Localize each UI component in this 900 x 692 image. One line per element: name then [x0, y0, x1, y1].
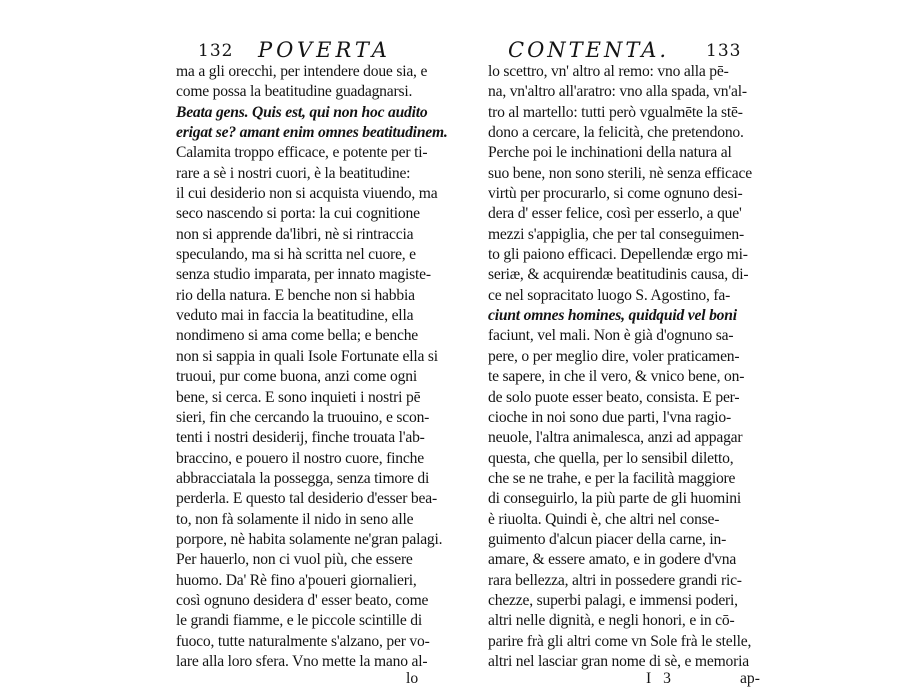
- text-line: ciunt omnes homines, quidquid vel boni: [488, 307, 737, 325]
- text-line: lare alla loro sfera. Vno mette la mano al-: [176, 652, 428, 670]
- text-line: nondimeno si ama come bella; e benche: [176, 327, 419, 345]
- left-page-number: 132: [198, 41, 234, 61]
- text-line: fuoco, tutte naturalmente s'alzano, per vo-: [176, 632, 430, 650]
- text-line: de solo puote esser beato, consista. E per-: [488, 388, 740, 406]
- text-line: sieri, fin che cercando la truouino, e scon-: [176, 408, 430, 426]
- text-line: rara bellezza, altri in possedere grandi ric-: [488, 571, 742, 589]
- text-line: perderla. E questo tal desiderio d'esser bea-: [176, 490, 437, 508]
- text-line: il cui desiderio non si acquista viuendo, ma: [176, 185, 438, 203]
- text-line: faciunt, vel mali. Non è già d'ognuno sa-: [488, 327, 734, 345]
- text-line: Per hauerlo, non ci vuol più, che essere: [176, 551, 413, 569]
- text-line: ma a gli orecchi, per intendere doue sia, e: [176, 63, 428, 80]
- left-catchword: lo: [406, 670, 419, 688]
- text-line: altri nel lasciar gran nome di sè, e memoria: [488, 652, 749, 670]
- text-line: na, vn'altro all'aratro: vno alla spada, vn'al-: [488, 83, 747, 101]
- right-catchword: ap-: [740, 670, 760, 688]
- right-page: [478, 38, 778, 688]
- text-line: altri nelle dignità, e negli honori, e in cō-: [488, 612, 735, 630]
- text-line: Calamita troppo efficace, e potente per ti-: [176, 144, 428, 162]
- text-line: braccino, e pouero il nostro cuore, finche: [176, 449, 424, 467]
- text-line: tenti i nostri desiderij, finche trouata l'ab-: [176, 429, 425, 447]
- text-line: tro al martello: tutti però vgualmēte la stē-: [488, 103, 743, 121]
- text-line: te sapere, in che il vero, & vnico bene, on-: [488, 368, 745, 386]
- text-line: chezze, superbi palagi, e immensi poderi,: [488, 591, 738, 609]
- text-line: seco nascendo si porta: la cui cognitione: [176, 205, 420, 223]
- text-line: così ognuno desidera d' esser beato, come: [176, 591, 429, 609]
- left-running-head: [170, 38, 460, 62]
- text-line: senza studio imparata, per innato magiste-: [176, 266, 431, 284]
- text-line: dono a cercare, la felicità, che pretendono.: [488, 124, 744, 142]
- text-line: le grandi fiamme, e le piccole scintille di: [176, 612, 423, 630]
- text-line: parire frà gli altri come vn Sole frà le stelle,: [488, 632, 752, 650]
- text-line: suo bene, non sono sterili, nè senza efficace: [488, 164, 752, 182]
- text-line: dera d' esser felice, così per esserlo, a que': [488, 205, 742, 223]
- right-running-head: [478, 38, 778, 62]
- left-footer: [170, 672, 460, 692]
- text-line: lo scettro, vn' altro al remo: vno alla pē-: [488, 63, 729, 80]
- text-line: porpore, nè habita solamente ne'gran palagi.: [176, 530, 443, 548]
- text-line: guimento d'alcun piacer della carne, in-: [488, 530, 727, 548]
- text-line: amare, & essere amato, e in godere d'vna: [488, 551, 737, 569]
- right-signature-mark: I 3: [646, 670, 675, 688]
- text-line: veduto mai in faccia la beatitudine, ella: [176, 307, 414, 325]
- text-line: erigat se? amant enim omnes beatitudinem.: [176, 124, 448, 142]
- text-line: rio della natura. E benche non si habbia: [176, 286, 415, 304]
- text-line: ce nel sopracitato luogo S. Agostino, fa-: [488, 286, 731, 304]
- right-footer: [478, 672, 778, 692]
- right-page-number: 133: [706, 41, 742, 61]
- text-line: speculando, ma si hà scritta nel cuore, e: [176, 246, 416, 264]
- text-line: non si sappia in quali Isole Fortunate ella si: [176, 347, 438, 365]
- text-line: to gli paiono efficaci. Depellendæ ergo mi-: [488, 246, 748, 264]
- text-line: truoui, pur come buona, anzi come ogni: [176, 368, 417, 386]
- text-line: neuole, l'altra animalesca, anzi ad appagar: [488, 429, 743, 447]
- left-page: [170, 38, 460, 688]
- text-line: cioche in noi sono due parti, l'vna ragio-: [488, 408, 731, 426]
- text-line: questa, che quella, per lo sensibil diletto,: [488, 449, 734, 467]
- text-line: Beata gens. Quis est, qui non hoc audito: [176, 103, 428, 121]
- text-line: di conseguirlo, la più parte de gli huomini: [488, 490, 741, 508]
- text-line: è riuolta. Quindi è, che altri nel conse-: [488, 510, 720, 528]
- text-line: virtù per procurarlo, si come ognuno desi-: [488, 185, 743, 203]
- text-line: huomo. Da' Rè fino a'poueri giornalieri,: [176, 571, 417, 589]
- text-line: che se ne trahe, e per la facilità maggiore: [488, 469, 736, 487]
- right-running-title: CONTENTA.: [508, 38, 670, 62]
- text-line: Perche poi le inchinationi della natura al: [488, 144, 732, 162]
- text-line: seriæ, & acquirendæ beatitudinis causa, di-: [488, 266, 749, 284]
- text-line: rare a sè i nostri cuori, è la beatitudine:: [176, 164, 411, 182]
- left-text-block: [170, 62, 460, 672]
- text-line: abbracciatala la possegga, senza timore di: [176, 469, 430, 487]
- left-running-title: POVERTA: [258, 38, 391, 62]
- text-line: mezzi s'appiglia, che per tal conseguimen-: [488, 225, 744, 243]
- text-line: come possa la beatitudine guadagnarsi.: [176, 83, 413, 101]
- text-line: bene, si cerca. E sono inquieti i nostri pē: [176, 388, 421, 406]
- text-line: pere, o per meglio dire, voler praticamen-: [488, 347, 740, 365]
- text-line: non si apprende da'libri, nè si rintraccia: [176, 225, 414, 243]
- right-text-block: [478, 62, 778, 672]
- text-line: to, non fà solamente il nido in seno alle: [176, 510, 414, 528]
